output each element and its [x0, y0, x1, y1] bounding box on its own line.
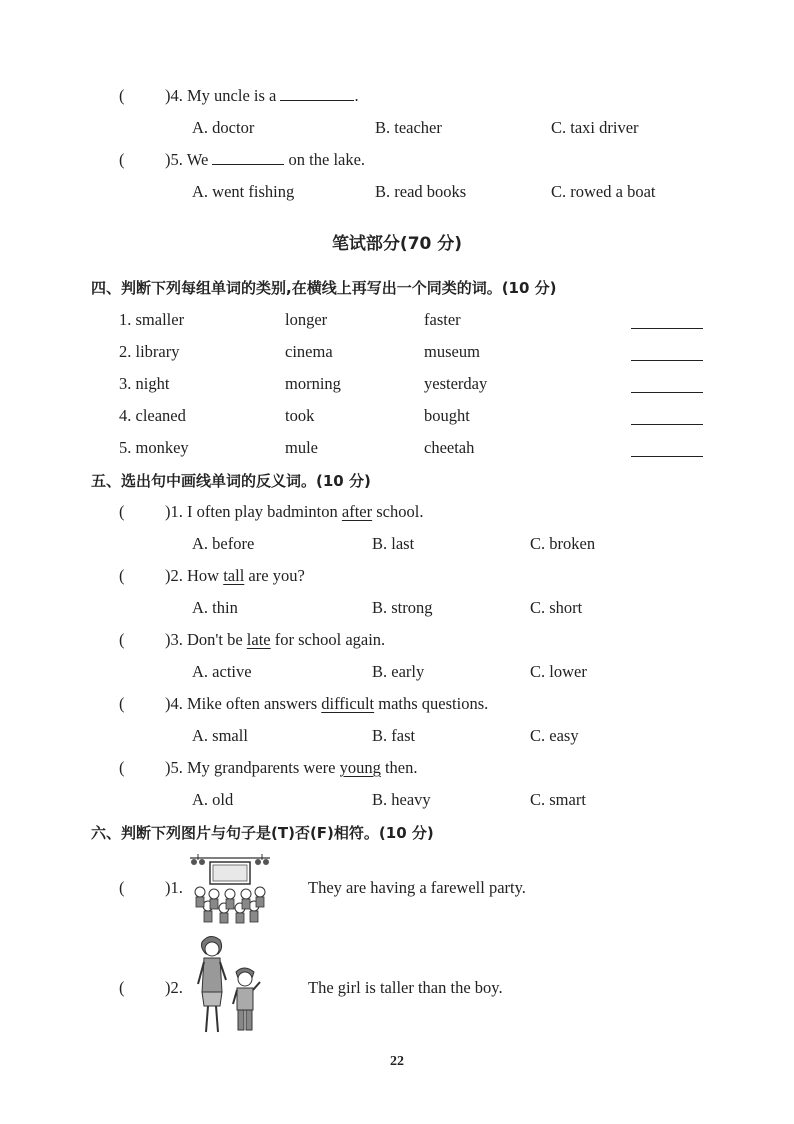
word-a: 1. smaller — [119, 310, 185, 329]
answer-blank[interactable] — [212, 150, 284, 165]
option-a[interactable]: A. before — [192, 534, 255, 553]
word-b: mule — [285, 438, 318, 457]
word-b: morning — [285, 374, 341, 393]
answer-paren-open: ( — [119, 978, 125, 997]
girl-boy-height-icon — [190, 932, 270, 1038]
option-b[interactable]: B. teacher — [375, 118, 442, 137]
option-c[interactable]: C. rowed a boat — [551, 182, 656, 201]
answer-blank[interactable] — [280, 86, 354, 101]
party-classroom-icon — [188, 852, 272, 924]
option-c[interactable]: C. taxi driver — [551, 118, 639, 137]
antonym-question-4: )4. Mike often answers difficult maths questions. — [165, 694, 489, 713]
antonym-question-2: )2. How tall are you? — [165, 566, 305, 585]
word-c: museum — [424, 342, 480, 361]
option-b[interactable]: B. fast — [372, 726, 416, 745]
option-b[interactable]: B. last — [372, 534, 415, 553]
word-c: cheetah — [424, 438, 475, 457]
answer-line[interactable] — [631, 424, 703, 425]
section-6-heading: 六、判断下列图片与句子是(T)否(F)相符。(10 分) — [91, 824, 434, 842]
underlined-word: tall — [223, 566, 245, 585]
answer-line[interactable] — [631, 360, 703, 361]
underlined-word: late — [246, 630, 271, 649]
option-b[interactable]: B. heavy — [372, 790, 431, 809]
answer-line[interactable] — [631, 456, 703, 457]
option-b[interactable]: B. read books — [375, 182, 467, 201]
answer-paren-open: ( — [119, 758, 125, 777]
answer-paren-open: ( — [119, 502, 125, 521]
antonym-question-5: )5. My grandparents were young then. — [165, 758, 418, 777]
word-b: cinema — [285, 342, 333, 361]
section-4-heading: 四、判断下列每组单词的类别,在横线上再写出一个同类的词。(10 分) — [91, 279, 557, 297]
option-b[interactable]: B. strong — [372, 598, 433, 617]
antonym-question-1: )1. I often play badminton after school. — [165, 502, 424, 521]
question-5: )5. We on the lake. — [165, 150, 366, 169]
option-c[interactable]: C. easy — [530, 726, 579, 745]
option-a[interactable]: A. thin — [192, 598, 238, 617]
option-a[interactable]: A. active — [192, 662, 252, 681]
tf-sentence-2: The girl is taller than the boy. — [308, 978, 503, 997]
option-c[interactable]: C. lower — [530, 662, 587, 681]
word-c: yesterday — [424, 374, 488, 393]
word-a: 2. library — [119, 342, 180, 361]
answer-paren-open: ( — [119, 86, 125, 105]
option-c[interactable]: C. broken — [530, 534, 596, 553]
word-c: faster — [424, 310, 461, 329]
underlined-word: after — [341, 502, 373, 521]
option-b[interactable]: B. early — [372, 662, 425, 681]
underlined-word: young — [339, 758, 381, 777]
answer-line[interactable] — [631, 328, 703, 329]
option-a[interactable]: A. went fishing — [192, 182, 295, 201]
tf-question-1-num: )1. — [165, 878, 183, 897]
answer-paren-open: ( — [119, 150, 125, 169]
word-a: 4. cleaned — [119, 406, 186, 425]
page-number: 22 — [390, 1054, 404, 1069]
answer-line[interactable] — [631, 392, 703, 393]
question-4: )4. My uncle is a . — [165, 86, 359, 105]
written-part-title: 笔试部分(70 分) — [331, 234, 463, 254]
option-a[interactable]: A. small — [192, 726, 248, 745]
option-c[interactable]: C. smart — [530, 790, 586, 809]
word-a: 5. monkey — [119, 438, 189, 457]
option-a[interactable]: A. old — [192, 790, 234, 809]
answer-paren-open: ( — [119, 694, 125, 713]
tf-question-2-num: )2. — [165, 978, 183, 997]
word-c: bought — [424, 406, 470, 425]
answer-paren-open: ( — [119, 878, 125, 897]
answer-paren-open: ( — [119, 566, 125, 585]
option-c[interactable]: C. short — [530, 598, 583, 617]
option-a[interactable]: A. doctor — [192, 118, 255, 137]
section-5-heading: 五、选出句中画线单词的反义词。(10 分) — [91, 472, 371, 490]
word-a: 3. night — [119, 374, 170, 393]
answer-paren-open: ( — [119, 630, 125, 649]
word-b: longer — [285, 310, 328, 329]
word-b: took — [285, 406, 315, 425]
antonym-question-3: )3. Don't be late for school again. — [165, 630, 386, 649]
tf-sentence-1: They are having a farewell party. — [308, 878, 526, 897]
underlined-word: difficult — [321, 694, 375, 713]
